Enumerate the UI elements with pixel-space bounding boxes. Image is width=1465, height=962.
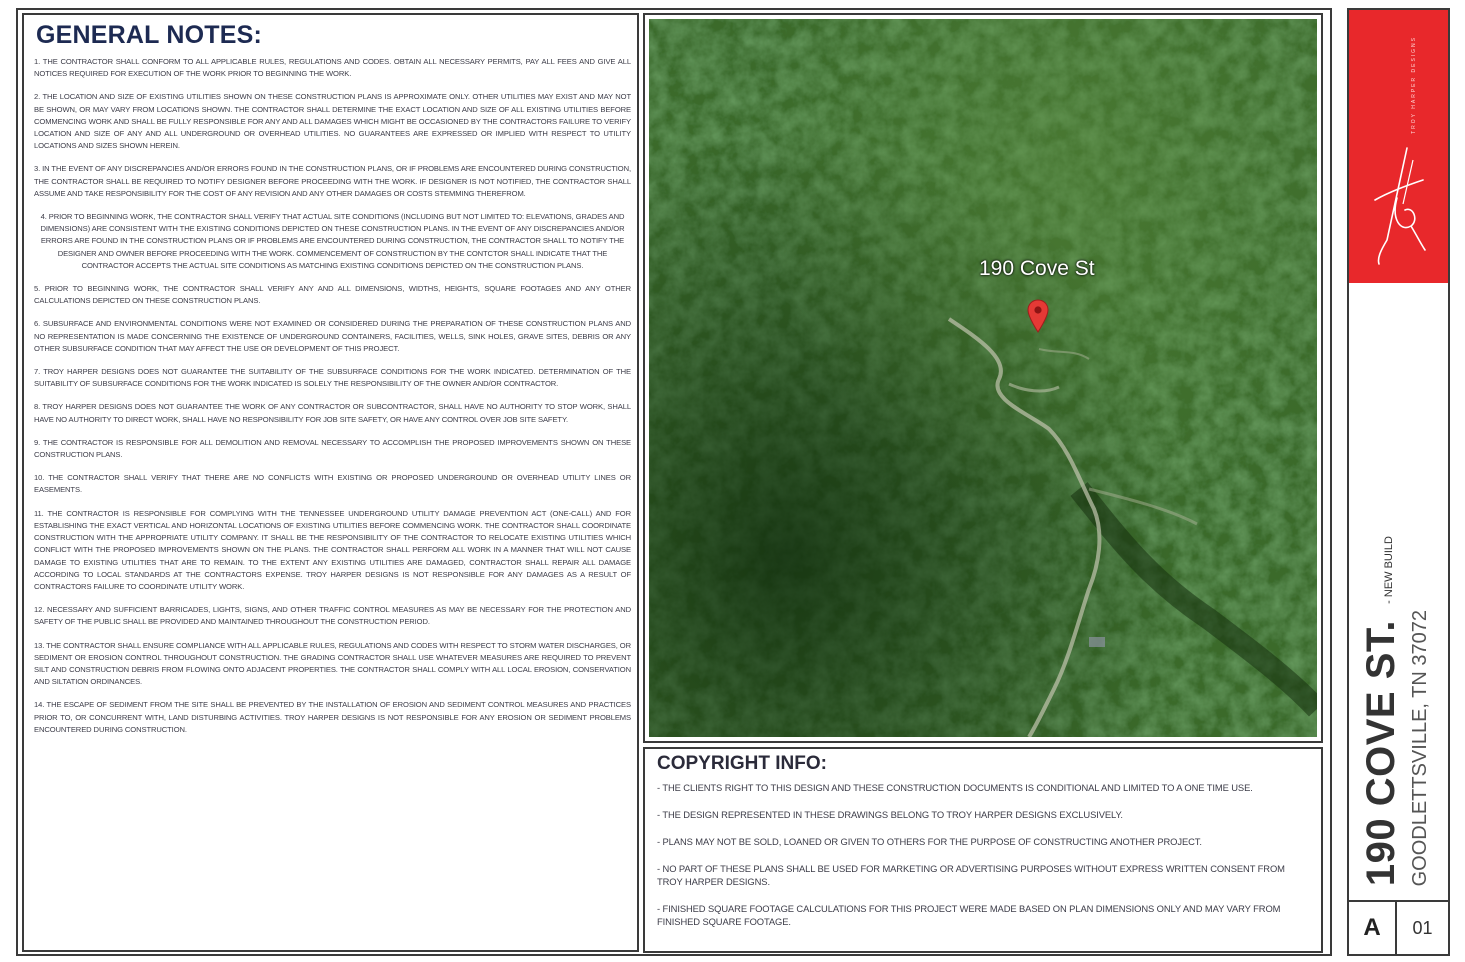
note-item: 3. IN THE EVENT OF ANY DISCREPANCIES AND/OR ERRORS FOUND IN THE CONSTRUCTION PLANS, OR IF PROBLEMS ARE ENCOUNTERED DURING CONSTRUCTION, THE CONTRACTOR SHALL BE REQUIRED TO NOTIFY DESIGNER BEFORE PROCEEDING WITH THE WORK. IF DESIGNER IS NOT NOTIFIED, THE CONTRACTOR SHALL ASSUME AND TAKE RESPONSIBILITY FOR THE COST OF ANY REVISION AND ANY OTHER DAMAGES OR COSTS STEMMING THEREFROM. [34, 164, 631, 198]
note-item: 11. THE CONTRACTOR IS RESPONSIBLE FOR COMPLYING WITH THE TENNESSEE UNDERGROUND UTILITY DAMAGE PREVENTION ACT (ONE-CALL) AND FOR ESTABLISHING THE EXACT VERTICAL AND HORIZONTAL LOCATIONS OF EXISTING UTILITIES BEFORE COMMENCING WORK. THE CONTRACTOR SHALL COORDINATE CONSTRUCTION WITH THE APPROPRIATE UTILITY COMPANY. IT SHALL BE THE RESPONSIBILITY OF THE CONTRACTOR TO RELOCATE EXISTING UTILITIES WHICH CONFLICT WITH THE PROPOSED IMPROVEMENTS SHOWN ON THE PLANS. THE CONTRACTOR SHALL PERFORM ALL WORK IN A MANNER THAT WILL NOT CAUSE DAMAGE TO EXISTING UTILITIES THAT ARE TO REMAIN. TO THE EXTENT ANY EXISTING UTILITIES ARE DAMAGED, CONTRACTOR SHALL REPAIR ALL DAMAGE ACCORDING TO LOCAL STANDARDS AT THE CONTRACTORS EXPENSE. TROY HARPER DESIGNS IS NOT RESPONSIBLE FOR ANY DAMAGES AS A RESULT OF CONTRACTORS FAILURE TO COORDINATE UTILITY WORK. [34, 508, 631, 591]
map-pin-icon[interactable] [1027, 299, 1049, 333]
note-item: 5. PRIOR TO BEGINNING WORK, THE CONTRACTOR SHALL VERIFY ANY AND ALL DIMENSIONS, WIDTHS, HEIGHTS, SQUARE FOOTAGES AND ANY OTHER CALCULATIONS DEPICTED ON THESE CONSTRUCTION PLANS. [34, 284, 631, 306]
note-item: 12. NECESSARY AND SUFFICIENT BARRICADES, LIGHTS, SIGNS, AND OTHER TRAFFIC CONTROL MEASURES AS MAY BE NECESSARY FOR THE PROTECTION AND SAFETY OF THE PUBLIC SHALL BE PROVIDED AND MAINTAINED THROUGHOUT THE CONSTRUCTION PERIOD. [34, 605, 631, 627]
project-type: - NEW BUILD [1383, 536, 1395, 604]
sheet-id-box [1349, 900, 1448, 954]
copyright-item: - FINISHED SQUARE FOOTAGE CALCULATIONS FOR THIS PROJECT WERE MADE BASED ON PLAN DIMENSIONS ONLY AND MAY VARY FROM FINISHED SQUARE FOOTAGE. [657, 903, 1281, 927]
copyright-title: COPYRIGHT INFO: [657, 753, 827, 774]
forest-canopy-image [649, 19, 1317, 737]
note-item: 13. THE CONTRACTOR SHALL ENSURE COMPLIANCE WITH ALL APPLICABLE RULES, REGULATIONS AND CODES WITH RESPECT TO STORM WATER DISCHARGES, OR SEDIMENT OR EROSION CONTROL THROUGHOUT CONSTRUCTION. THE GRADING CONTRACTOR SHALL USE WHATEVER MEASURES ARE REQUIRED TO PREVENT SILT AND CONSTRUCTION DEBRIS FROM FLOWING ONTO ADJACENT PROPERTIES. THE CONTRACTOR SHALL COMPLY WITH ALL LOCAL EROSION, CONSERVATION AND SILTATION ORDINANCES. [34, 640, 631, 687]
brand-banner [1349, 10, 1448, 283]
copyright-item: - PLANS MAY NOT BE SOLD, LOANED OR GIVEN TO OTHERS FOR THE PURPOSE OF CONSTRUCTING ANOTHER PROJECT. [657, 836, 1202, 847]
project-address: 190 COVE ST. [1359, 619, 1403, 886]
site-map-frame [643, 13, 1323, 743]
note-item: 10. THE CONTRACTOR SHALL VERIFY THAT THERE ARE NO CONFLICTS WITH EXISTING OR PROPOSED UNDERGROUND OR OVERHEAD UTILITY LINES OR EASEMENTS. [34, 473, 631, 495]
brand-tagline: TROY HARPER DESIGNS [1411, 36, 1417, 134]
general-notes-title: GENERAL NOTES: [36, 21, 262, 49]
note-item: 1. THE CONTRACTOR SHALL CONFORM TO ALL APPLICABLE RULES, REGULATIONS AND CODES. OBTAIN ALL NECESSARY PERMITS, PAY ALL FEES AND GIVE ALL NOTICES REQUIRED FOR EXECUTION OF THE WORK PRIOR TO BEGINNING THE WORK. [34, 57, 631, 79]
signature-logo-icon [1367, 140, 1431, 268]
note-item: 8. TROY HARPER DESIGNS DOES NOT GUARANTEE THE WORK OF ANY CONTRACTOR OR SUBCONTRACTOR, SHALL HAVE NO AUTHORITY TO STOP WORK, SHALL HAVE NO AUTHORITY TO DIRECT WORK, SHALL HAVE NO RESPONSIBILITY FOR JOB SITE SAFETY, OR HAVE ANY CONTROL OVER JOB SITE SAFETY. [34, 402, 631, 424]
note-item: 2. THE LOCATION AND SIZE OF EXISTING UTILITIES SHOWN ON THESE CONSTRUCTION PLANS IS APPROXIMATE ONLY. OTHER UTILITIES MAY EXIST AND MAY NOT BE SHOWN, OR MAY VARY FROM LOCATIONS SHOWN. THE CONTRACTOR SHALL DETERMINE THE EXACT LOCATION AND SIZE OF ALL EXISTING UTILITIES BEFORE COMMENCING WORK AND SHALL BE FULLY RESPONSIBLE FOR ANY AND ALL DAMAGES WHICH MIGHT BE OCCASIONED BY THE CONTRACTORS FAILURE TO VERIFY LOCATION AND SIZE OF ANY AND ALL UNDERGROUND OR OVERHEAD UTILITIES. NO GUARANTEES ARE EXPRESSED OR IMPLIED WITH RESPECT TO UTILITY LOCATIONS AND SIZES SHOWN HEREIN. [34, 92, 631, 151]
note-item: 4. PRIOR TO BEGINNING WORK, THE CONTRACTOR SHALL VERIFY THAT ACTUAL SITE CONDITIONS (INCLUDING BUT NOT LIMITED TO: ELEVATIONS, GRADES AND DIMENSIONS) ARE CONSISTENT WITH THE EXISTING CONDITIONS DEPICTED ON THESE CONSTRUCTION PLANS. IN THE EVENT OF ANY DISCREPANCIES AND/OR ERRORS ARE FOUND IN THE CONSTRUCTION PLANS OR IF PROBLEMS ARE ENCOUNTERED DURING CONSTRUCTION, THE CONTRACTOR SHALL TO NOTIFY THE DESIGNER AND OWNER BEFORE PROCEEDING WITH THE WORK. COMMENCEMENT OF CONSTRUCTION BY THE CONTCTOR SHALL INDICATE THAT THE CONTRACTOR ACCEPTS THE ACTUAL SITE CONDITIONS AS MATCHING EXISTING CONDITIONS DEPICTED ON THE CONSTRUCTION PLANS. [40, 212, 625, 270]
copyright-item: - NO PART OF THESE PLANS SHALL BE USED FOR MARKETING OR ADVERTISING PURPOSES WITHOUT EXPRESS WRITTEN CONSENT FROM TROY HARPER DESIGNS. [657, 863, 1285, 887]
copyright-panel [643, 747, 1323, 953]
general-notes-panel [22, 13, 639, 952]
note-item: 6. SUBSURFACE AND ENVIRONMENTAL CONDITIONS WERE NOT EXAMINED OR CONSIDERED DURING THE PREPARATION OF THESE CONSTRUCTION PLANS AND NO REPRESENTATION IS MADE CONCERNING THE EXISTENCE OF UNDERGROUND CONTAINERS, FACILITIES, WELLS, SINK HOLES, GRAVE SITES, DEBRIS OR ANY OTHER SUBSURFACE CONDITION THAT MAY AFFECT THE USE OR DEVELOPMENT OF THIS PROJECT. [34, 319, 631, 353]
sheet-number: 01 [1412, 917, 1433, 938]
sheet-letter: A [1349, 902, 1397, 954]
aerial-site-map [649, 19, 1317, 737]
copyright-item: - THE CLIENTS RIGHT TO THIS DESIGN AND THESE CONSTRUCTION DOCUMENTS IS CONDITIONAL AND LIMITED TO A ONE TIME USE. [657, 782, 1253, 793]
map-location-label: 190 Cove St [979, 257, 1095, 280]
title-block [1347, 8, 1450, 956]
note-item: 7. TROY HARPER DESIGNS DOES NOT GUARANTEE THE SUITABILITY OF THE SUBSURFACE CONDITIONS FOR THE WORK INDICATED. DETERMINATION OF THE SUITABILITY OF SUBSURFACE CONDITIONS FOR THE WORK INDICATED IS SOLELY THE RESPONSIBILITY OF THE OWNER AND/OR CONTRACTOR. [34, 367, 631, 389]
copyright-item: - THE DESIGN REPRESENTED IN THESE DRAWINGS BELONG TO TROY HARPER DESIGNS EXCLUSIVELY. [657, 809, 1123, 820]
project-city: GOODLETTSVILLE, TN 37072 [1409, 609, 1431, 886]
note-item: 9. THE CONTRACTOR IS RESPONSIBLE FOR ALL DEMOLITION AND REMOVAL NECESSARY TO ACCOMPLISH THE PROPOSED IMPROVEMENTS SHOWN ON THESE CONSTRUCTION PLANS. [34, 437, 631, 460]
note-item: 14. THE ESCAPE OF SEDIMENT FROM THE SITE SHALL BE PREVENTED BY THE INSTALLATION OF EROSION AND SEDIMENT CONTROL MEASURES AND PRACTICES PRIOR TO, OR CONCURRENT WITH, LAND DISTURBING ACTIVITIES. TROY HARPER DESIGNS IS NOT RESPONSIBLE FOR ANY EROSION OR SEDIMENT PROBLEMS ENCOUNTERED DURING CONSTRUCTION. [34, 700, 631, 734]
